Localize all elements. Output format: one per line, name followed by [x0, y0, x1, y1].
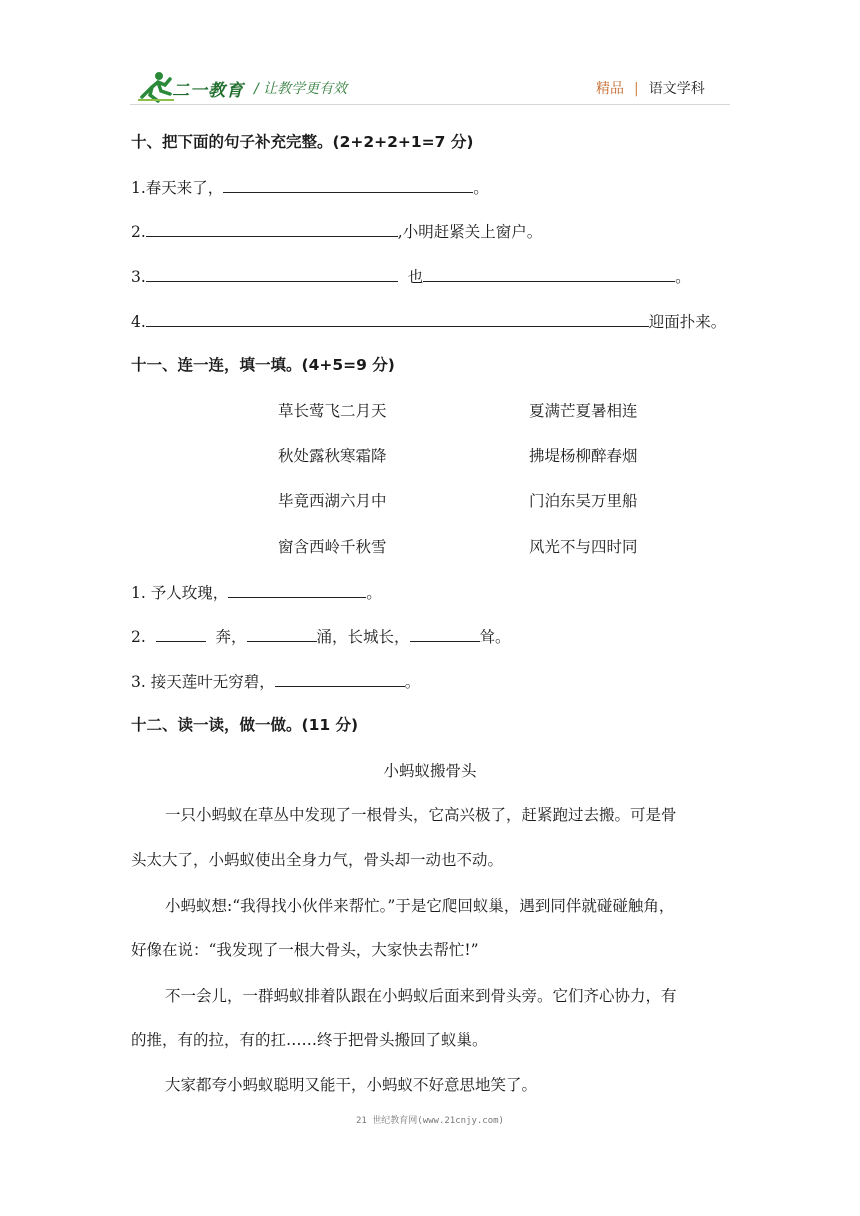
section-10-q2	[131, 220, 542, 242]
q3-suffix: 。	[675, 268, 691, 286]
match-left-item[interactable]: 秋处露秋寒霜降	[278, 447, 387, 465]
fill-2-blank-3[interactable]	[410, 625, 480, 642]
fill-3-blank[interactable]	[275, 670, 405, 687]
section-12-heading: 十二、读一读，做一做。(11 分)	[131, 716, 359, 734]
section-10-q1	[131, 176, 489, 198]
fill-3-prefix: 3. 接天莲叶无穷碧，	[131, 673, 275, 691]
page-footer: 21 世纪教育网(www.21cnjy.com)	[356, 1116, 504, 1126]
page-header	[0, 0, 860, 120]
q1-suffix: 。	[473, 179, 489, 197]
subject-label: 语文学科	[648, 81, 705, 97]
tag-separator: |	[634, 81, 639, 97]
q4-blank[interactable]	[146, 310, 649, 327]
fill-1-suffix: 。	[366, 584, 382, 602]
q4-suffix: 迎面扑来。	[648, 313, 727, 331]
fill-2-b: 涌，长城长，	[316, 628, 410, 646]
story-paragraph-4: 大家都夸小蚂蚁聪明又能干，小蚂蚁不好意思地笑了。	[165, 1076, 538, 1094]
q2-blank[interactable]	[146, 220, 398, 237]
fill-2-blank-1[interactable]	[156, 625, 206, 642]
q3-mid: 也	[407, 268, 424, 286]
story-paragraph-1-line-1: 一只小蚂蚁在草丛中发现了一根骨头，它高兴极了，赶紧跑过去搬。可是骨	[165, 806, 677, 824]
q1-prefix: 1.春天来了，	[131, 179, 224, 197]
fill-2-c: 耸。	[479, 628, 511, 646]
q3-prefix: 3.	[131, 268, 146, 286]
story-paragraph-3-line-1: 不一会儿，一群蚂蚁排着队跟在小蚂蚁后面来到骨头旁。它们齐心协力，有	[165, 987, 677, 1005]
subject-tag	[596, 78, 705, 98]
fill-item-3	[131, 670, 420, 692]
q2-suffix: ,小明赶紧关上窗户。	[397, 223, 543, 241]
story-paragraph-3-line-2: 的推，有的拉，有的扛……终于把骨头搬回了蚁巢。	[131, 1031, 488, 1049]
q1-blank[interactable]	[223, 176, 473, 193]
story-paragraph-2-line-2: 好像在说：“我发现了一根大骨头，大家快去帮忙!”	[131, 941, 479, 959]
match-right-item[interactable]: 门泊东吴万里船	[529, 492, 638, 510]
match-left-item[interactable]: 窗含西岭千秋雪	[278, 538, 387, 556]
story-paragraph-2-line-1: 小蚂蚁想:“我得找小伙伴来帮忙。”于是它爬回蚁巢，遇到同伴就碰碰触角，	[165, 897, 675, 915]
story-paragraph-1-line-2: 头太大了，小蚂蚁使出全身力气，骨头却一动也不动。	[131, 851, 504, 869]
match-right-item[interactable]: 夏满芒夏暑相连	[529, 402, 638, 420]
story-title: 小蚂蚁搬骨头	[383, 762, 477, 780]
fill-item-2	[131, 625, 511, 647]
fill-3-suffix: 。	[404, 673, 421, 691]
logo-text: 二一教育	[172, 81, 244, 101]
section-10-q3	[131, 265, 691, 287]
fill-1-blank[interactable]	[228, 581, 366, 598]
q3-blank-2[interactable]	[423, 265, 675, 282]
section-10-heading: 十、把下面的句子补充完整。(2+2+2+1=7 分)	[131, 133, 474, 151]
slogan: / 让教学更有效	[254, 81, 348, 97]
match-left-item[interactable]: 毕竟西湖六月中	[278, 492, 387, 510]
fill-2-a: 奔，	[215, 628, 247, 646]
fill-2-prefix: 2.	[131, 628, 146, 646]
fill-2-blank-2[interactable]	[247, 625, 317, 642]
section-10-q4	[131, 310, 726, 332]
match-left-item[interactable]: 草长莺飞二月天	[278, 402, 387, 420]
fill-item-1	[131, 581, 382, 603]
q2-prefix: 2.	[131, 223, 146, 241]
header-divider	[130, 104, 730, 105]
section-11-heading: 十一、连一连，填一填。(4+5=9 分)	[131, 356, 395, 374]
premium-label: 精品	[596, 81, 624, 97]
q3-blank-1[interactable]	[146, 265, 398, 282]
fill-1-prefix: 1. 予人玫瑰，	[131, 584, 229, 602]
match-right-item[interactable]: 风光不与四时同	[529, 538, 638, 556]
q4-prefix: 4.	[131, 313, 146, 331]
match-right-item[interactable]: 拂堤杨柳醉春烟	[529, 447, 638, 465]
